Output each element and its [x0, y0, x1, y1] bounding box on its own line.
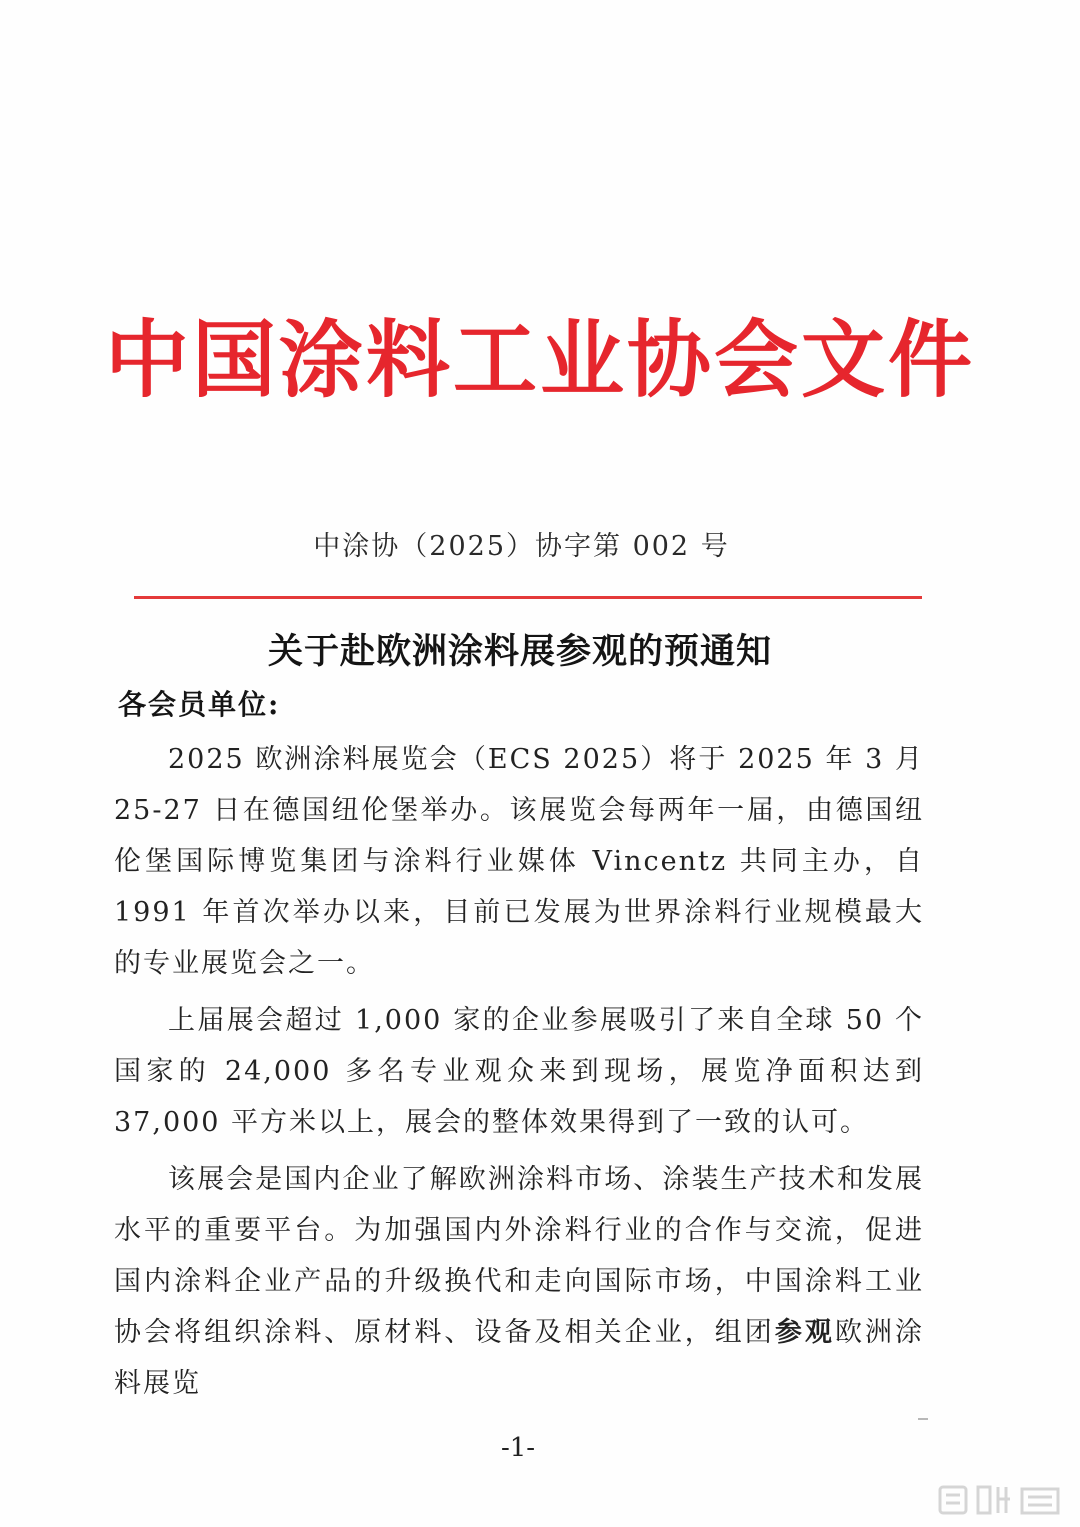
body-paragraph-2: 上届展会超过 1,000 家的企业参展吸引了来自全球 50 个国家的 24,000 多名专业观众来到现场，展览净面积达到 37,000 平方米以上，展会的整体效果得到了一致的认可。	[114, 1005, 924, 1138]
salutation: 各会员单位:	[118, 688, 281, 721]
document-number: 中涂协（2025）协字第 002 号	[313, 531, 730, 562]
body-paragraph-3	[114, 1154, 924, 1409]
paragraph-3-text-end: 欧洲涂料展览	[114, 1317, 925, 1399]
page-number: -1-	[500, 1433, 536, 1463]
paragraph-3-bold-text: 参观	[774, 1317, 835, 1348]
watermark-logo-icon	[936, 1479, 1066, 1519]
document-body	[114, 734, 924, 1409]
red-divider-line	[134, 596, 922, 599]
notice-title: 关于赴欧洲涂料展参观的预通知	[267, 631, 772, 672]
document-header-title: 中国涂料工业协会文件	[104, 310, 975, 409]
paragraph-3-text-start: 该展会是国内企业了解欧洲涂料市场、涂装生产技术和发展水平的重要平台。为加强国内外涂料行业的合作与交流，促进国内涂料企业产品的升级换代和走向国际市场，中国涂料工业协会将组织涂料、原材料、设备及相关企业，组团	[114, 1164, 924, 1348]
body-paragraph-1: 2025 欧洲涂料展览会（ECS 2025）将于 2025 年 3 月 25-27 日在德国纽伦堡举办。该展览会每两年一届，由德国纽伦堡国际博览集团与涂料行业媒体 Vincentz 共同主办，自 1991 年首次举办以来，目前已发展为世界涂料行业规模最大的专业展览会之一。	[114, 744, 924, 979]
scan-artifact	[918, 1418, 928, 1420]
